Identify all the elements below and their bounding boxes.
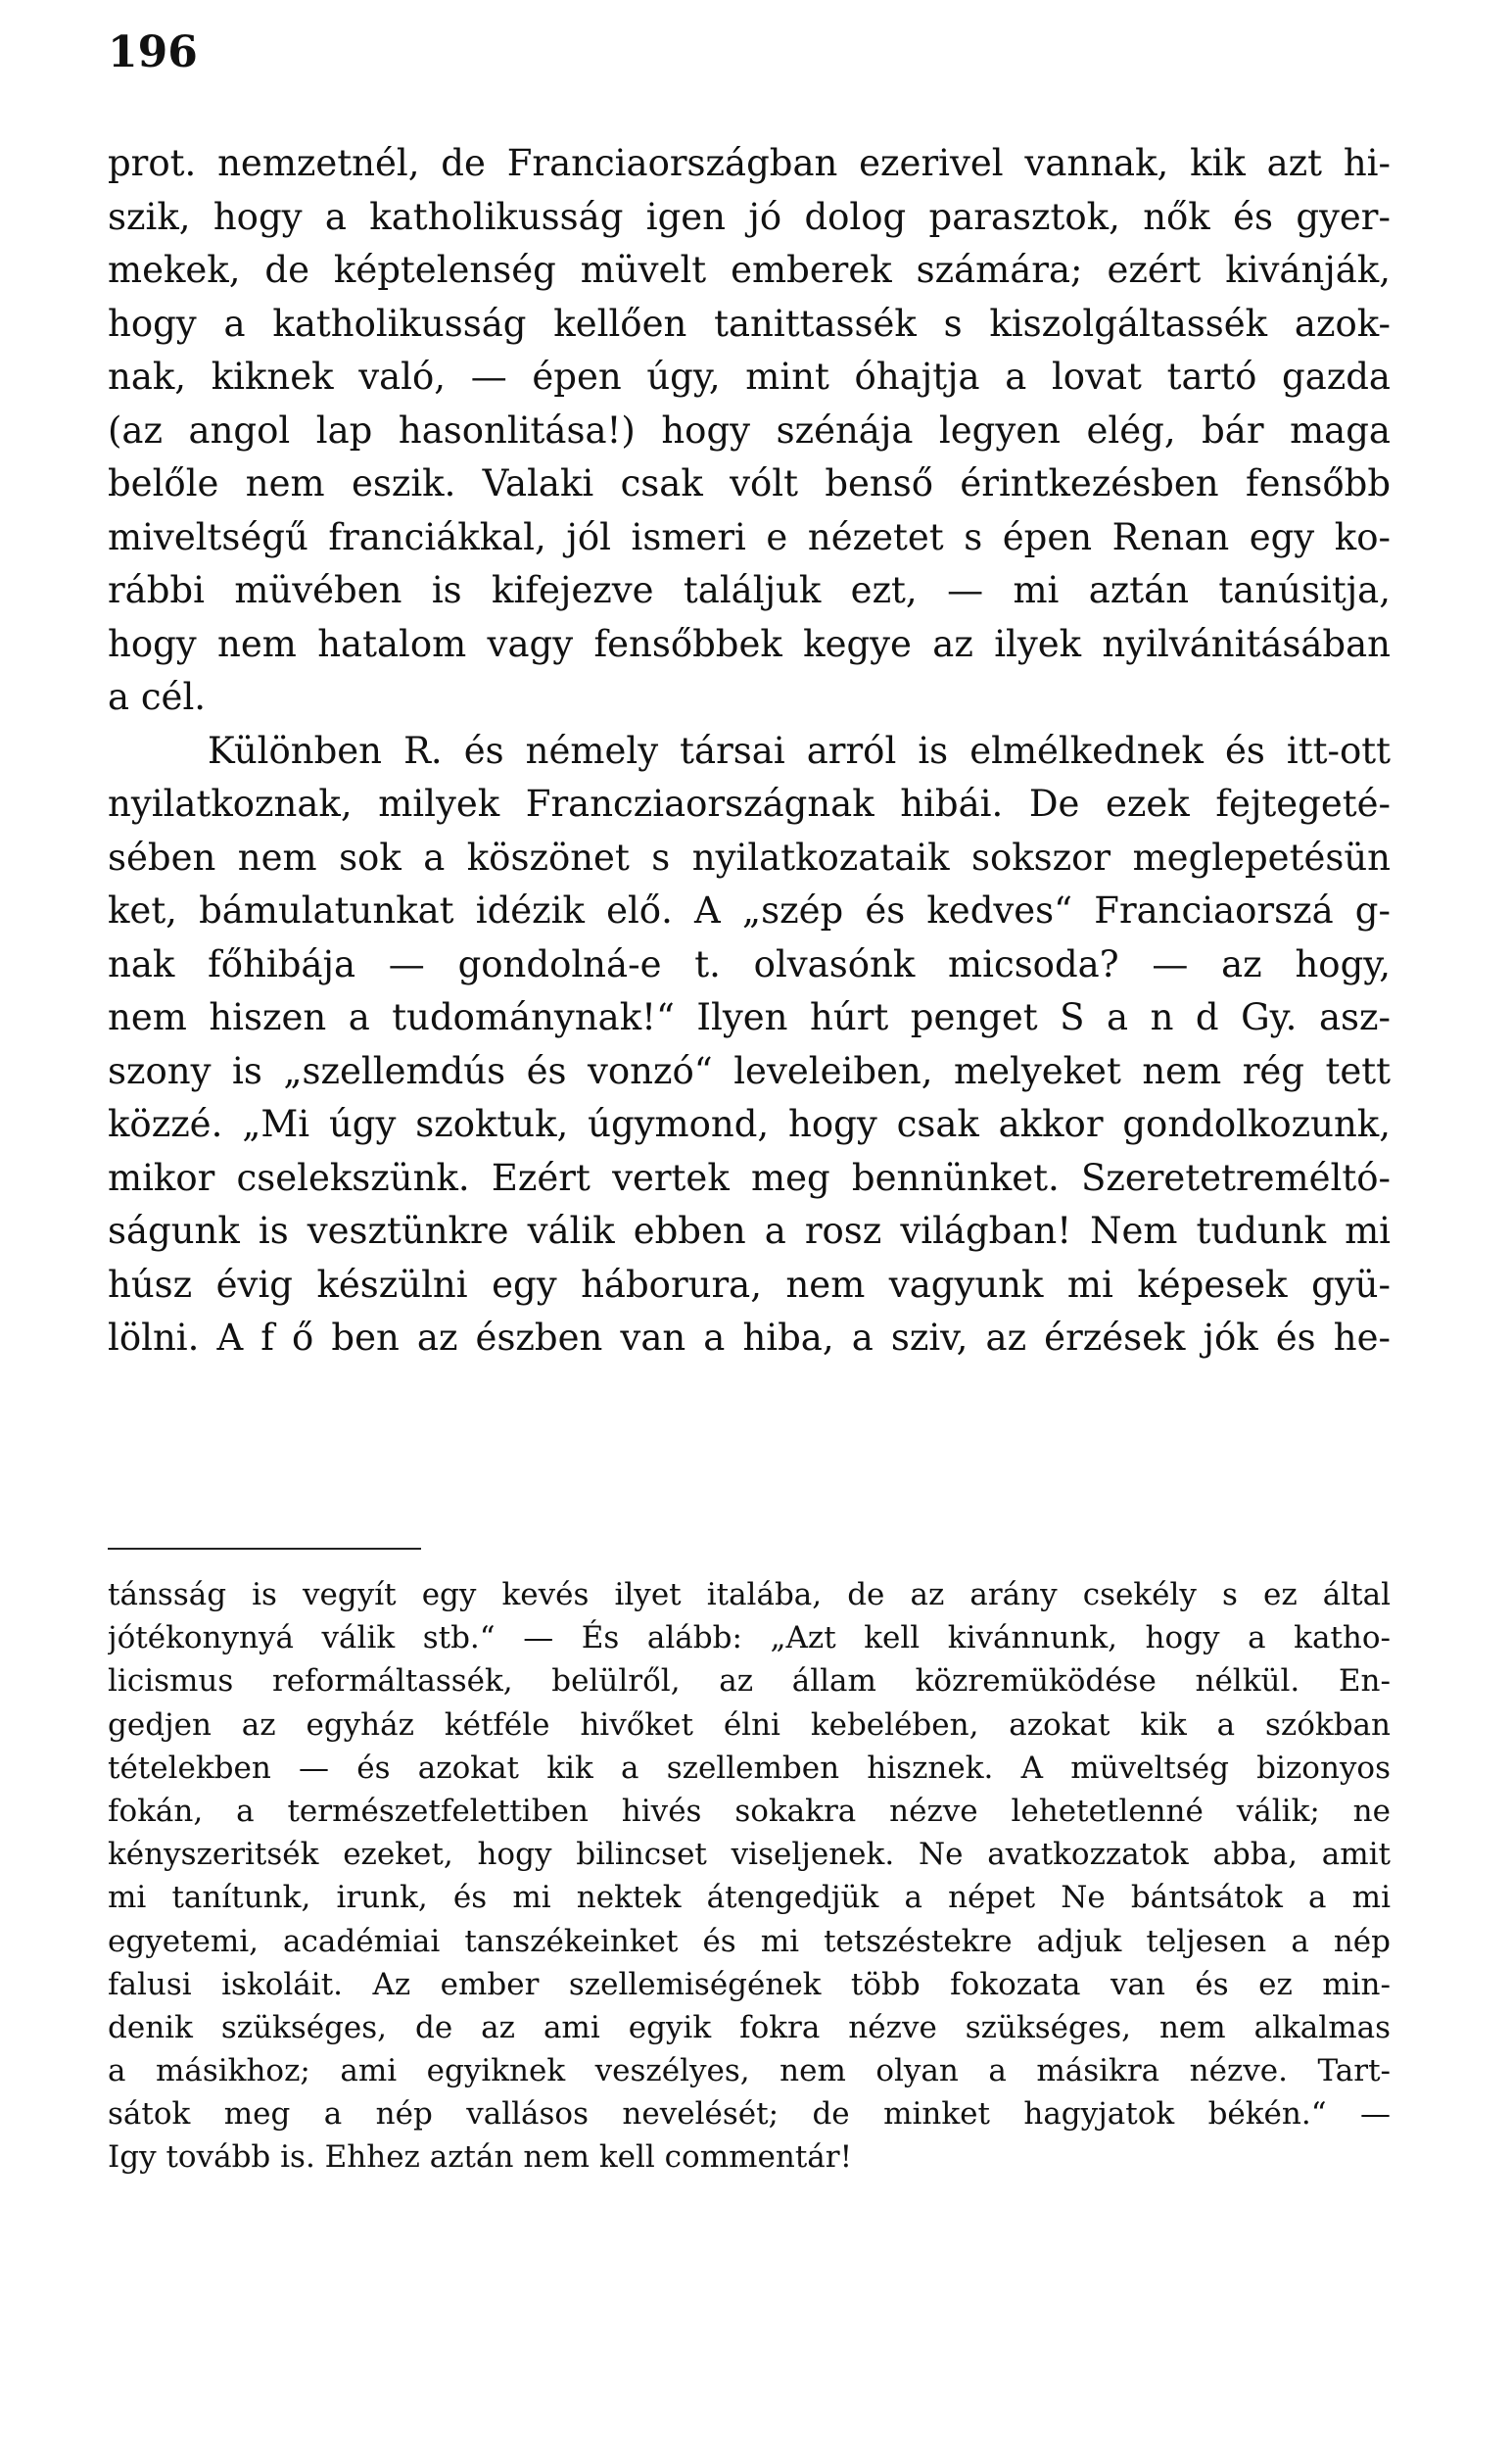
text-line: sében nem sok a köszönet s nyilatkozataik sokszor meglepetésün [108,836,1391,879]
text-line: mekek, de képtelenség müvelt emberek számára; ezért kivánják, [108,249,1391,291]
text-line: nyilatkoznak, milyek Francziaországnak hibái. De ezek fejtegeté- [108,783,1391,825]
footnote-divider [108,1548,421,1550]
text-line: közzé. „Mi úgy szoktuk, úgymond, hogy csak akkor gondolkozunk, [108,1103,1391,1145]
footnote-line: egyetemi, académiai tanszékeinket és mi tetszéstekre adjuk teljesen a nép [108,1923,1391,1959]
text-line: ságunk is vesztünkre válik ebben a rosz világban! Nem tudunk mi [108,1210,1391,1252]
text-line: rábbi müvében is kifejezve találjuk ezt, — mi aztán tanúsitja, [108,569,1391,611]
text-line: (az angol lap hasonlitása!) hogy szénája legyen elég, bár maga [108,408,1391,452]
text-line: Különben R. és némely társai arról is elmélkednek és itt-ott [208,729,1391,772]
footnote-line: denik szükséges, de az ami egyik fokra nézve szükséges, nem alkalmas [108,2009,1391,2045]
text-line: hogy nem hatalom vagy fensőbbek kegye az ilyek nyilvánitásában [108,622,1391,665]
footnote-line: tételekben — és azokat kik a szellemben hisznek. A müveltség bizonyos [108,1750,1391,1786]
text-line: mikor cselekszünk. Ezért vertek meg bennünket. Szeretetreméltó- [108,1156,1391,1199]
footnote-line: licismus reformáltassék, belülről, az állam közremüködése nélkül. En- [108,1663,1391,1700]
footnote-line: kényszeritsék ezeket, hogy bilincset viseljenek. Ne avatkozzatok abba, amit [108,1837,1391,1873]
footnote-line: mi tanítunk, irunk, és mi nektek átengedjük a népet Ne bántsátok a mi [108,1880,1391,1916]
text-line: nak, kiknek való, — épen úgy, mint óhajtja a lovat tartó gazda [108,356,1391,398]
footnote-line: a másikhoz; ami egyiknek veszélyes, nem olyan a másikra nézve. Tart- [108,2053,1391,2089]
footnote-line: Igy tovább is. Ehhez aztán nem kell commentár! [108,2139,853,2176]
text-line: ket, bámulatunkat idézik elő. A „szép és kedves“ Franciaorszá g- [108,889,1391,932]
footnote [108,1573,1391,2180]
text-line: hogy a katholikusság kellően tanittassék s kiszolgáltassék azok- [108,302,1391,345]
text-line: prot. nemzetnél, de Franciaországban ezerivel vannak, kik azt hi- [108,142,1391,184]
text-line: nem hiszen a tudománynak!“ Ilyen húrt penget S a n d Gy. asz- [108,996,1391,1038]
footnote-line: tánsság is vegyít egy kevés ilyet italába, de az arány csekély s ez által [108,1577,1391,1612]
footnote-line: gedjen az egyház kétféle hivőket élni kebelében, azokat kik a szókban [108,1706,1391,1743]
footnote-line: jótékonynyá válik stb.“ — És alább: „Azt kell kivánnunk, hogy a katho- [108,1620,1391,1656]
text-line: szik, hogy a katholikusság igen jó dolog parasztok, nők és gyer- [108,195,1391,238]
text-line: a cél. [108,676,207,718]
text-line: miveltségű franciákkal, jól ismeri e nézetet s épen Renan egy ko- [108,515,1391,558]
text-line: szony is „szellemdús és vonzó“ leveleiben, melyeket nem rég tett [108,1049,1391,1092]
main-text [108,137,1391,1366]
footnote-line: falusi iskoláit. Az ember szellemiségének több fokozata van és ez min- [108,1966,1391,2002]
text-line: nak főhibája — gondolná-e t. olvasónk micsoda? — az hogy, [108,942,1391,985]
page-number: 196 [108,27,198,77]
footnote-line: fokán, a természetfelettiben hivés sokakra nézve lehetetlenné válik; ne [108,1793,1391,1829]
text-line: húsz évig készülni egy háborura, nem vagyunk mi képesek gyü- [108,1263,1391,1306]
text-line: belőle nem eszik. Valaki csak vólt benső érintkezésben fensőbb [108,462,1391,504]
text-line: lölni. A f ő ben az észben van a hiba, a sziv, az érzések jók és he- [108,1317,1391,1359]
footnote-line: sátok meg a nép vallásos nevelését; de minket hagyjatok békén.“ — [108,2096,1391,2133]
